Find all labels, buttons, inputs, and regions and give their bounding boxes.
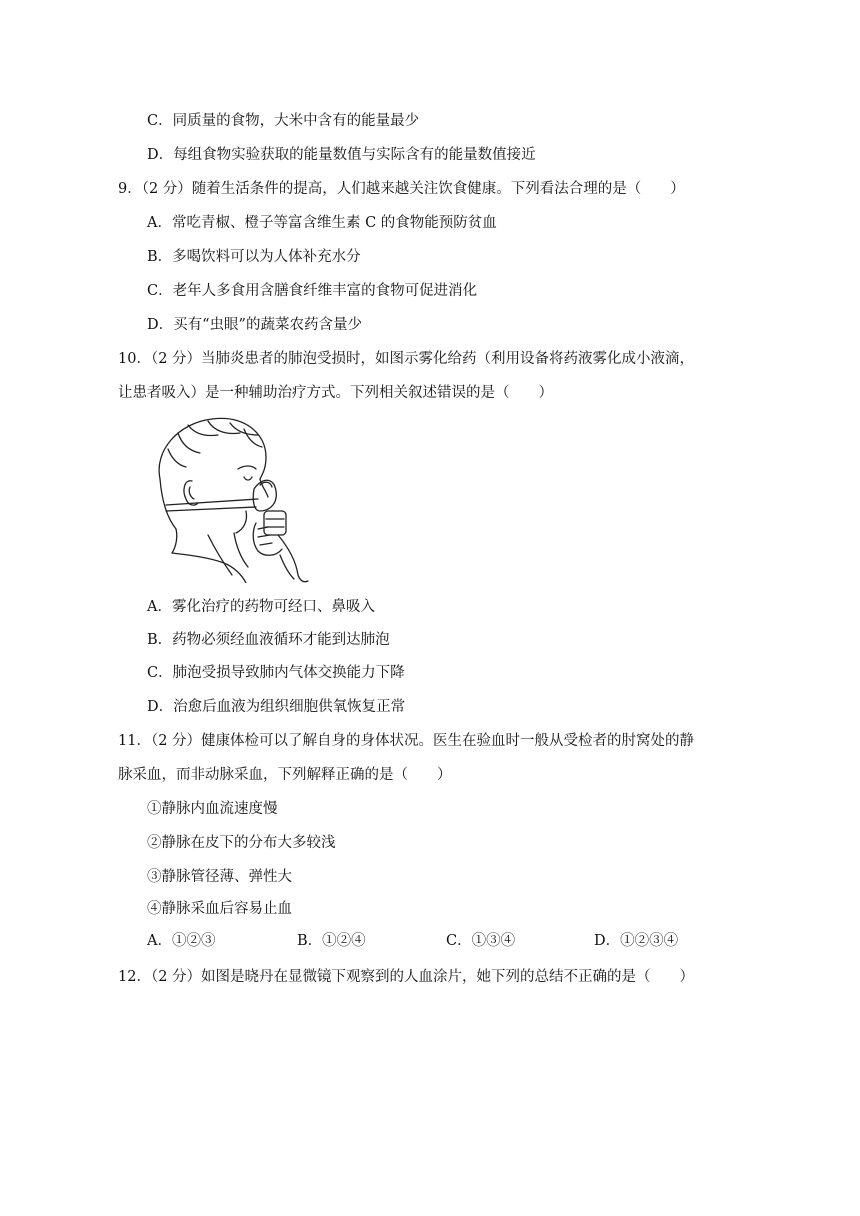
q11-stem-line2: 脉采血，而非动脉采血，下列解释正确的是（ ） [118,767,452,783]
q9-option-b: B．多喝饮料可以为人体补充水分 [147,249,361,265]
q8-option-d: D．每组食物实验获取的能量数值与实际含有的能量数值接近 [147,147,536,163]
q12-stem: 12．（2 分）如图是晓丹在显微镜下观察到的人血涂片，她下列的总结不正确的是（ ） [118,969,695,985]
q11-option-c: C．①③④ [446,933,516,949]
q11-statement-4: ④静脉采血后容易止血 [147,901,292,917]
q11-statement-3: ③静脉管径薄、弹性大 [147,869,292,885]
nebulizer-patient-illustration [148,415,310,583]
q11-stem-line1: 11．（2 分）健康体检可以了解自身的身体状况。医生在验血时一般从受检者的肘窝处的静 [118,733,695,749]
q10-stem-line1: 10．（2 分）当肺炎患者的肺泡受损时，如图示雾化给药（利用设备将药液雾化成小液滴， [118,351,695,367]
q11-statement-1: ①静脉内血流速度慢 [147,801,278,817]
q11-option-a: A．①②③ [147,933,216,949]
q8-option-c: C．同质量的食物，大米中含有的能量最少 [147,113,420,129]
q9-option-c: C．老年人多食用含膳食纤维丰富的食物可促进消化 [147,283,478,299]
q10-option-c: C．肺泡受损导致肺内气体交换能力下降 [147,665,405,681]
q11-statement-2: ②静脉在皮下的分布大多较浅 [147,835,336,851]
q11-option-d: D．①②③④ [594,933,679,949]
q9-stem: 9．（2 分）随着生活条件的提高，人们越来越关注饮食健康。下列看法合理的是（ ） [118,181,685,197]
q11-option-b: B．①②④ [297,933,366,949]
q10-stem-line2: 让患者吸入）是一种辅助治疗方式。下列相关叙述错误的是（ ） [118,385,553,401]
q10-option-d: D．治愈后血液为组织细胞供氧恢复正常 [147,699,406,715]
q9-option-a: A．常吃青椒、橙子等富含维生素 C 的食物能预防贫血 [147,215,497,231]
q10-option-b: B．药物必须经血液循环才能到达肺泡 [147,632,390,648]
q10-option-a: A．雾化治疗的药物可经口、鼻吸入 [147,599,375,615]
q9-option-d: D．买有“虫眼”的蔬菜农药含量少 [147,317,362,333]
